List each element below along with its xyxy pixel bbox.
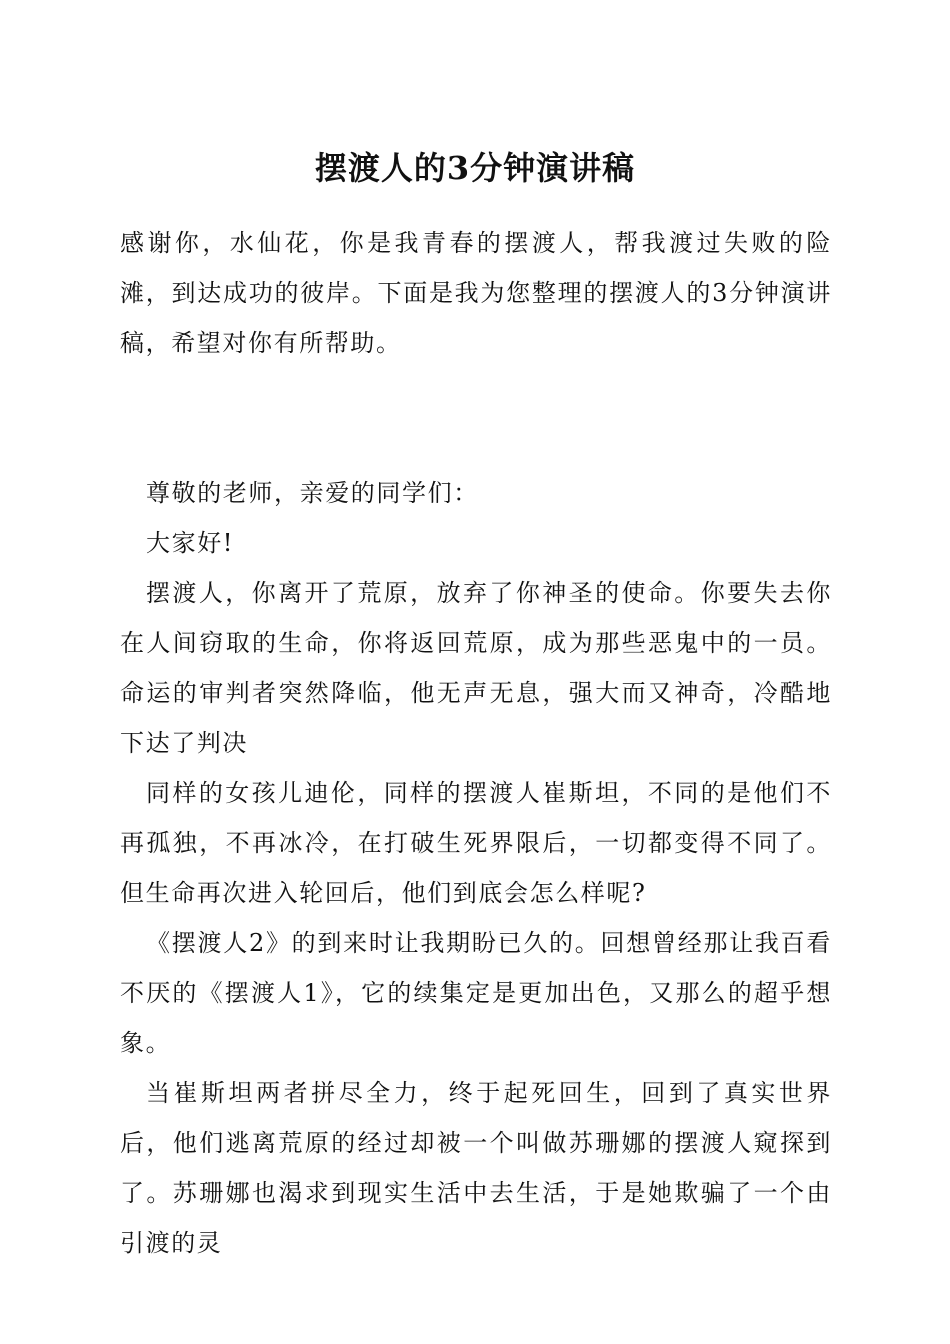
body-paragraph: 当崔斯坦两者拼尽全力，终于起死回生，回到了真实世界后，他们逃离荒原的经过却被一个叫做苏珊娜的摆渡人窥探到了。苏珊娜也渴求到现实生活中去生活，于是她欺骗了一个由引渡的灵	[120, 1079, 832, 1257]
body-paragraph: 摆渡人，你离开了荒原，放弃了你神圣的使命。你要失去你在人间窃取的生命，你将返回荒原，成为那些恶鬼中的一员。命运的审判者突然降临，他无声无息，强大而又神奇，冷酷地下达了判决	[120, 579, 832, 757]
speech-body	[120, 468, 832, 1268]
salutation: 尊敬的老师，亲爱的同学们：	[146, 479, 479, 507]
page-title: 摆渡人的3分钟演讲稿	[314, 149, 636, 187]
greeting: 大家好!	[146, 529, 235, 557]
intro-paragraph: 感谢你，水仙花，你是我青春的摆渡人，帮我渡过失败的险滩，到达成功的彼岸。下面是我为您整理的摆渡人的3分钟演讲稿，希望对你有所帮助。	[120, 229, 832, 357]
body-paragraph: 《摆渡人2》的到来时让我期盼已久的。回想曾经那让我百看不厌的《摆渡人1》，它的续集定是更加出色，又那么的超乎想象。	[120, 929, 832, 1057]
body-paragraph: 同样的女孩儿迪伦，同样的摆渡人崔斯坦，不同的是他们不再孤独，不再冰冷，在打破生死界限后，一切都变得不同了。但生命再次进入轮回后，他们到底会怎么样呢?	[120, 779, 832, 907]
